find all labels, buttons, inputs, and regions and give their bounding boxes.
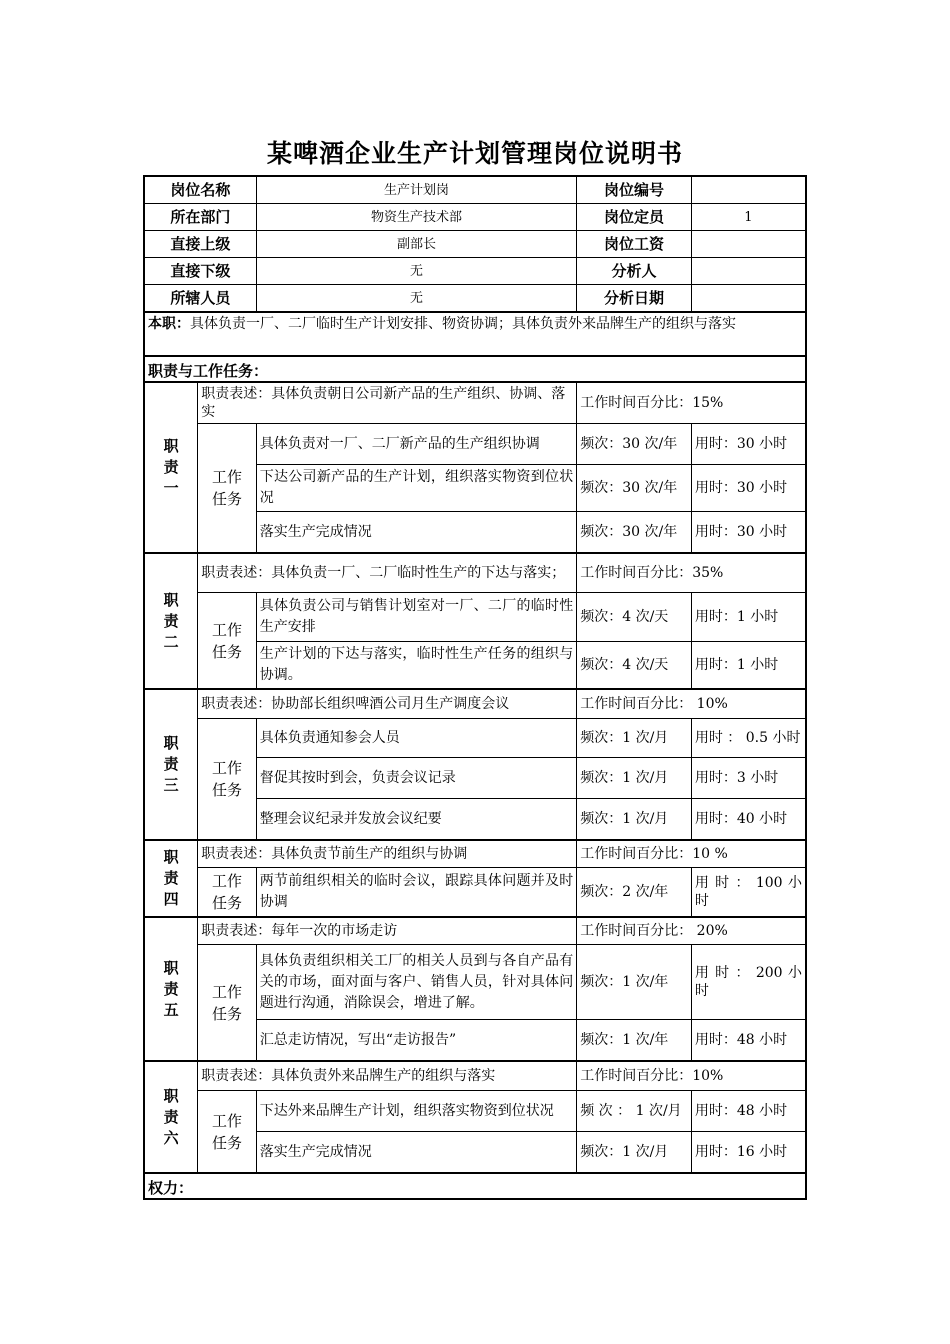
task-label: 工作任务 <box>212 982 243 1023</box>
quanli-row <box>144 1173 806 1199</box>
task-duration: 用时：30 小时 <box>691 512 806 554</box>
duty-row <box>144 1061 806 1091</box>
duty-time-percent: 工作时间百分比： 10% <box>577 689 806 719</box>
task-frequency: 频次：1 次/月 <box>577 1132 692 1174</box>
quanli-title: 权力： <box>144 1173 806 1199</box>
task-row <box>144 593 806 642</box>
duty-time-percent: 工作时间百分比： 20% <box>577 917 806 945</box>
duty-row <box>144 689 806 719</box>
field-value: 1 <box>691 204 806 231</box>
task-frequency: 频次：30 次/年 <box>577 424 692 465</box>
header-row <box>144 258 806 285</box>
task-row <box>144 868 806 918</box>
task-text: 落实生产完成情况 <box>256 1132 576 1174</box>
task-duration: 用时：1 小时 <box>691 642 806 690</box>
duty-description: 职责表述：协助部长组织啤酒公司月生产调度会议 <box>198 689 577 719</box>
field-label: 岗位工资 <box>577 231 692 258</box>
task-frequency: 频次：1 次/月 <box>577 758 692 799</box>
task-row <box>144 424 806 465</box>
field-label: 岗位定员 <box>577 204 692 231</box>
task-text: 整理会议纪录并发放会议纪要 <box>256 799 576 841</box>
duty-name-cell <box>144 689 198 840</box>
duties-header-row <box>144 356 806 382</box>
job-description-table <box>143 175 807 1200</box>
duty-name-cell <box>144 1061 198 1173</box>
task-duration: 用时：1 小时 <box>691 593 806 642</box>
task-text: 生产计划的下达与落实，临时性生产任务的组织与协调。 <box>256 642 576 690</box>
field-value: 无 <box>256 285 576 313</box>
duty-description: 职责表述：具体负责一厂、二厂临时性生产的下达与落实； <box>198 553 577 593</box>
field-value: 物资生产技术部 <box>256 204 576 231</box>
field-value <box>691 285 806 313</box>
task-text: 下达外来品牌生产计划，组织落实物资到位状况 <box>256 1091 576 1132</box>
duty-name-cell <box>144 553 198 689</box>
task-duration: 用 时 ： 100 小时 <box>691 868 806 918</box>
task-label: 工作任务 <box>212 1111 243 1152</box>
header-row <box>144 176 806 204</box>
duty-name: 职责六 <box>163 1086 179 1147</box>
task-frequency: 频次：4 次/天 <box>577 642 692 690</box>
benzhi-row <box>144 312 806 356</box>
duty-description: 职责表述：每年一次的市场走访 <box>198 917 577 945</box>
task-frequency: 频次：1 次/月 <box>577 719 692 758</box>
header-row <box>144 204 806 231</box>
field-label: 岗位编号 <box>577 176 692 204</box>
task-text: 具体负责组织相关工厂的相关人员到与各自产品有关的市场，面对面与客户、销售人员，针对具体问题进行沟通，消除误会，增进了解。 <box>256 945 576 1020</box>
duties-section-title: 职责与工作任务： <box>144 356 806 382</box>
task-label: 工作任务 <box>212 468 243 508</box>
task-duration: 用时：48 小时 <box>691 1020 806 1062</box>
duty-name: 职责二 <box>163 590 179 651</box>
task-row <box>144 945 806 1020</box>
task-label-cell <box>198 424 256 554</box>
field-value: 生产计划岗 <box>256 176 576 204</box>
task-label-cell <box>198 945 256 1062</box>
task-duration: 用时：30 小时 <box>691 465 806 512</box>
task-frequency: 频次：2 次/年 <box>577 868 692 918</box>
benzhi-label: 本职： <box>148 316 190 332</box>
task-frequency: 频 次 ： 1 次/月 <box>577 1091 692 1132</box>
duty-row <box>144 917 806 945</box>
task-text: 具体负责公司与销售计划室对一厂、二厂的临时性生产安排 <box>256 593 576 642</box>
duty-row <box>144 382 806 424</box>
duty-name: 职责三 <box>163 734 179 794</box>
duty-time-percent: 工作时间百分比：35% <box>577 553 806 593</box>
field-value <box>691 176 806 204</box>
task-duration: 用时：48 小时 <box>691 1091 806 1132</box>
benzhi-text: 具体负责一厂、二厂临时生产计划安排、物资协调；具体负责外来品牌生产的组织与落实 <box>190 316 736 332</box>
duty-name-cell <box>144 840 198 917</box>
duty-name-cell <box>144 917 198 1061</box>
duty-description: 职责表述：具体负责外来品牌生产的组织与落实 <box>198 1061 577 1091</box>
task-text: 两节前组织相关的临时会议，跟踪具体问题并及时协调 <box>256 868 576 918</box>
task-label: 工作任务 <box>212 759 243 799</box>
task-text: 具体负责通知参会人员 <box>256 719 576 758</box>
duty-time-percent: 工作时间百分比：15% <box>577 382 806 424</box>
task-text: 落实生产完成情况 <box>256 512 576 554</box>
task-frequency: 频次：30 次/年 <box>577 465 692 512</box>
field-value <box>691 231 806 258</box>
task-text: 督促其按时到会，负责会议记录 <box>256 758 576 799</box>
task-duration: 用时：40 小时 <box>691 799 806 841</box>
task-duration: 用 时 ： 200 小时 <box>691 945 806 1020</box>
field-label: 直接下级 <box>144 258 256 285</box>
benzhi-cell <box>144 312 806 356</box>
field-value: 无 <box>256 258 576 285</box>
task-text: 具体负责对一厂、二厂新产品的生产组织协调 <box>256 424 576 465</box>
field-value: 副部长 <box>256 231 576 258</box>
duty-description: 职责表述：具体负责节前生产的组织与协调 <box>198 840 577 868</box>
field-label: 所辖人员 <box>144 285 256 313</box>
field-label: 分析日期 <box>577 285 692 313</box>
task-row <box>144 719 806 758</box>
field-label: 所在部门 <box>144 204 256 231</box>
duty-name: 职责四 <box>163 848 179 908</box>
duty-time-percent: 工作时间百分比：10% <box>577 1061 806 1091</box>
duty-description: 职责表述：具体负责朝日公司新产品的生产组织、协调、落实 <box>198 382 577 424</box>
task-label-cell <box>198 719 256 841</box>
task-frequency: 频次：30 次/年 <box>577 512 692 554</box>
task-text: 下达公司新产品的生产计划，组织落实物资到位状况 <box>256 465 576 512</box>
header-row <box>144 231 806 258</box>
page-title: 某啤酒企业生产计划管理岗位说明书 <box>266 139 683 168</box>
task-label-cell <box>198 1091 256 1174</box>
task-frequency: 频次：4 次/天 <box>577 593 692 642</box>
field-label: 分析人 <box>577 258 692 285</box>
task-duration: 用时：16 小时 <box>691 1132 806 1174</box>
header-row <box>144 285 806 313</box>
duty-name: 职责一 <box>163 437 179 497</box>
duty-time-percent: 工作时间百分比：10 % <box>577 840 806 868</box>
task-duration: 用时 ： 0.5 小时 <box>691 719 806 758</box>
task-frequency: 频次：1 次/年 <box>577 945 692 1020</box>
task-duration: 用时：3 小时 <box>691 758 806 799</box>
duty-row <box>144 840 806 868</box>
task-row <box>144 1091 806 1132</box>
task-label-cell <box>198 868 256 918</box>
field-value <box>691 258 806 285</box>
duty-name-cell <box>144 382 198 553</box>
task-label: 工作任务 <box>212 872 243 912</box>
duty-name: 职责五 <box>163 958 179 1019</box>
duty-row <box>144 553 806 593</box>
field-label: 直接上级 <box>144 231 256 258</box>
task-frequency: 频次：1 次/月 <box>577 799 692 841</box>
task-label: 工作任务 <box>212 620 243 661</box>
task-frequency: 频次：1 次/年 <box>577 1020 692 1062</box>
task-label-cell <box>198 593 256 690</box>
task-text: 汇总走访情况，写出“走访报告” <box>256 1020 576 1062</box>
task-duration: 用时：30 小时 <box>691 424 806 465</box>
field-label: 岗位名称 <box>144 176 256 204</box>
